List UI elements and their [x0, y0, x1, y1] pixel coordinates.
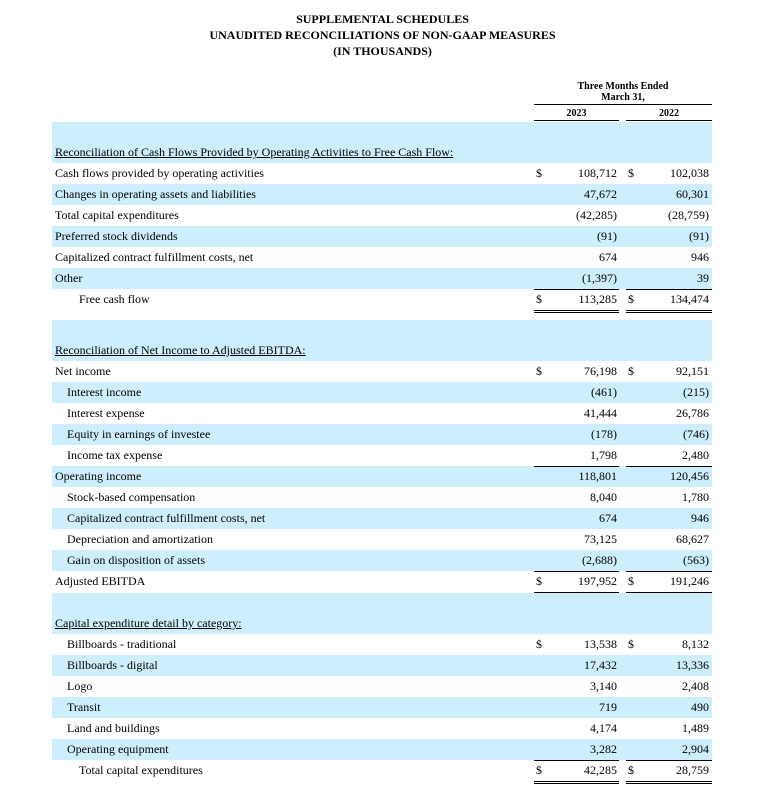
table-row [52, 655, 712, 676]
row-label: Equity in earnings of investee [67, 427, 211, 441]
value-2022: (563) [683, 553, 709, 567]
currency-symbol: $ [628, 574, 634, 588]
value-2023: 674 [599, 511, 617, 525]
row-label: Capitalized contract fulfillment costs, net [55, 250, 254, 264]
table-row [52, 289, 712, 310]
value-2022: 13,336 [676, 658, 709, 672]
row-label: Operating income [55, 469, 142, 483]
table-row [52, 403, 712, 424]
value-2022: 946 [691, 511, 709, 525]
subtotal-rule [626, 289, 712, 290]
value-2023: 47,672 [584, 187, 617, 201]
value-2022: 39 [697, 271, 709, 285]
row-label: Other [55, 271, 83, 285]
table-row [52, 718, 712, 739]
value-2023: 113,285 [578, 292, 617, 306]
table-row [52, 268, 712, 289]
value-2022: 28,759 [676, 763, 709, 777]
table-row [52, 424, 712, 445]
value-2023: (178) [591, 427, 617, 441]
table-row [52, 529, 712, 550]
value-2023: 13,538 [584, 637, 617, 651]
value-2022: 92,151 [676, 364, 709, 378]
value-2023: 41,444 [584, 406, 617, 420]
row-label: Interest expense [67, 406, 145, 420]
value-2023: 8,040 [590, 490, 617, 504]
row-label: Changes in operating assets and liabilities [55, 187, 256, 201]
value-2023: (2,688) [582, 553, 617, 567]
header-rule [534, 104, 712, 105]
col2-header-rule [626, 120, 712, 121]
value-2022: 68,627 [676, 532, 709, 546]
document-subtitle: UNAUDITED RECONCILIATIONS OF NON-GAAP MEASURES [209, 28, 556, 42]
table-row [52, 226, 712, 247]
value-2022: 26,786 [676, 406, 709, 420]
value-2023: 674 [599, 250, 617, 264]
table-row [52, 508, 712, 529]
table-row [52, 571, 712, 592]
currency-symbol: $ [628, 364, 634, 378]
table-row [52, 205, 712, 226]
value-2022: 102,038 [670, 166, 709, 180]
total-double-rule [534, 781, 619, 782]
table-row [52, 445, 712, 466]
row-label: Operating equipment [67, 742, 169, 756]
value-2022: 2,408 [682, 679, 709, 693]
value-2023: 719 [599, 700, 617, 714]
section-heading: Capital expenditure detail by category: [55, 616, 242, 630]
total-double-rule [626, 783, 712, 784]
units-note: (IN THOUSANDS) [333, 44, 432, 58]
row-label: Cash flows provided by operating activities [55, 166, 264, 180]
value-2022: 191,246 [670, 574, 709, 588]
value-2023: 197,952 [578, 574, 617, 588]
row-label: Gain on disposition of assets [67, 553, 205, 567]
total-double-rule [534, 310, 619, 311]
section-heading-row [52, 613, 712, 634]
table-row [52, 361, 712, 382]
value-2022: 946 [691, 250, 709, 264]
currency-symbol: $ [628, 637, 634, 651]
row-label: Preferred stock dividends [55, 229, 178, 243]
row-label: Total capital expenditures [55, 208, 179, 222]
row-label: Income tax expense [67, 448, 163, 462]
value-2022: 8,132 [682, 637, 709, 651]
row-label: Stock-based compensation [67, 490, 196, 504]
currency-symbol: $ [628, 166, 634, 180]
section-heading: Reconciliation of Net Income to Adjusted EBITDA: [55, 343, 306, 357]
row-label: Free cash flow [79, 292, 150, 306]
row-label: Interest income [67, 385, 142, 399]
currency-symbol: $ [628, 763, 634, 777]
currency-symbol: $ [628, 292, 634, 306]
total-double-rule [534, 312, 619, 313]
value-2022: (215) [683, 385, 709, 399]
col1-header-rule [534, 120, 619, 121]
row-label: Transit [67, 700, 101, 714]
value-2022: 1,489 [682, 721, 709, 735]
row-label: Adjusted EBITDA [55, 574, 146, 588]
row-label: Billboards - traditional [67, 637, 177, 651]
value-2022: (746) [683, 427, 709, 441]
row-label: Depreciation and amortization [67, 532, 213, 546]
row-label: Capitalized contract fulfillment costs, net [67, 511, 266, 525]
value-2023: 118,801 [578, 469, 617, 483]
value-2022: 134,474 [670, 292, 709, 306]
value-2023: 17,432 [584, 658, 617, 672]
value-2023: (91) [597, 229, 617, 243]
value-2023: 3,140 [590, 679, 617, 693]
section-heading: Reconciliation of Cash Flows Provided by Operating Activities to Free Cash Flow: [55, 145, 454, 159]
value-2023: (42,285) [576, 208, 617, 222]
section-spacer [52, 593, 712, 613]
subtotal-rule [534, 571, 619, 572]
value-2023: 76,198 [584, 364, 617, 378]
table-row [52, 382, 712, 403]
value-2023: 73,125 [584, 532, 617, 546]
table-row [52, 634, 712, 655]
section-spacer [52, 320, 712, 340]
value-2023: 3,282 [590, 742, 617, 756]
col-year-2022: 2022 [659, 108, 679, 119]
table-row [52, 697, 712, 718]
row-label: Total capital expenditures [79, 763, 203, 777]
currency-symbol: $ [536, 574, 542, 588]
document-title: SUPPLEMENTAL SCHEDULES [296, 12, 469, 26]
value-2022: 490 [691, 700, 709, 714]
value-2023: 4,174 [590, 721, 617, 735]
value-2023: (461) [591, 385, 617, 399]
table-row [52, 550, 712, 571]
table-row [52, 676, 712, 697]
row-label: Logo [67, 679, 93, 693]
total-double-rule [626, 310, 712, 311]
row-label: Net income [55, 364, 111, 378]
table-row [52, 487, 712, 508]
section-heading-row [52, 340, 712, 361]
currency-symbol: $ [536, 292, 542, 306]
value-2022: 60,301 [676, 187, 709, 201]
table-row [52, 163, 712, 184]
subtotal-rule [534, 289, 619, 290]
table-row [52, 184, 712, 205]
period-header-line2: March 31, [601, 92, 645, 103]
currency-symbol: $ [536, 763, 542, 777]
value-2022: 1,780 [682, 490, 709, 504]
currency-symbol: $ [536, 364, 542, 378]
value-2023: 42,285 [584, 763, 617, 777]
row-label: Land and buildings [67, 721, 160, 735]
currency-symbol: $ [536, 166, 542, 180]
value-2023: 108,712 [578, 166, 617, 180]
value-2022: 120,456 [670, 469, 709, 483]
row-label: Billboards - digital [67, 658, 158, 672]
total-double-rule [626, 312, 712, 313]
table-row [52, 247, 712, 268]
table-row [52, 739, 712, 760]
section-heading-row [52, 142, 712, 163]
section-spacer [52, 122, 712, 142]
col-year-2023: 2023 [566, 108, 587, 119]
value-2022: (28,759) [668, 208, 709, 222]
subtotal-rule [626, 466, 712, 467]
table-row [52, 466, 712, 487]
table-row [52, 760, 712, 781]
currency-symbol: $ [536, 637, 542, 651]
value-2022: (91) [689, 229, 709, 243]
subtotal-rule [534, 760, 619, 761]
period-header-line1: Three Months Ended [577, 81, 669, 92]
subtotal-rule [626, 571, 712, 572]
subtotal-rule [626, 760, 712, 761]
value-2022: 2,904 [682, 742, 709, 756]
value-2023: 1,798 [590, 448, 617, 462]
value-2022: 2,480 [682, 448, 709, 462]
subtotal-rule [534, 466, 619, 467]
total-double-rule [534, 783, 619, 784]
value-2023: (1,397) [582, 271, 617, 285]
total-double-rule [626, 781, 712, 782]
